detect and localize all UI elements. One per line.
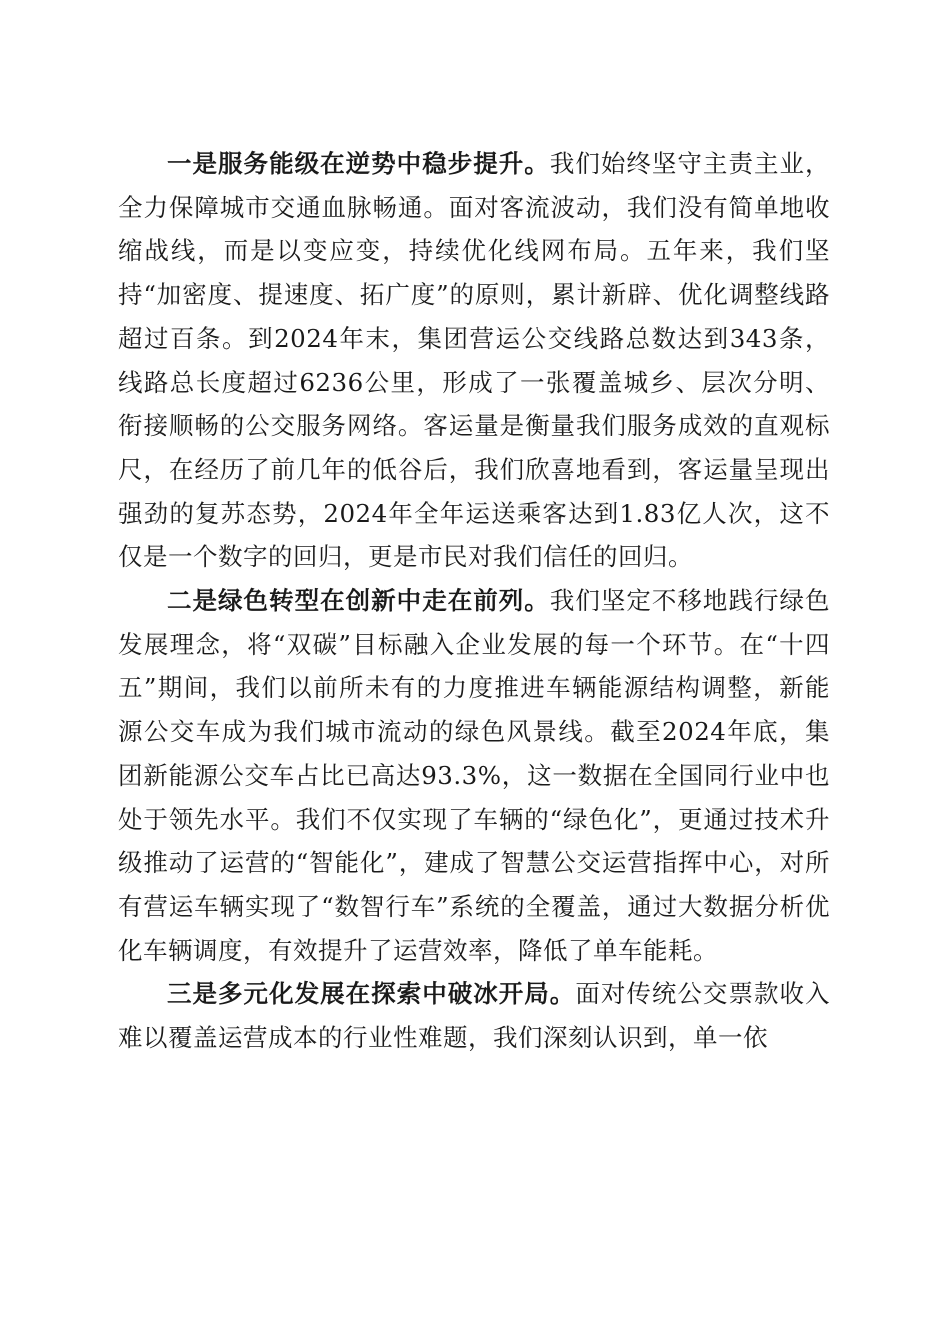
paragraph-heading: 二是绿色转型在创新中走在前列。	[167, 586, 550, 616]
paragraph-heading: 一是服务能级在逆势中稳步提升。	[167, 149, 550, 178]
paragraph-service-level	[118, 142, 830, 579]
paragraph-heading: 三是多元化发展在探索中破冰开局。	[167, 979, 576, 1009]
paragraph-text: 我们坚定不移地践行绿色发展理念，将“双碳”目标融入企业发展的每一个环节。在“十四五”期间，我们以前所未有的力度推进车辆能源结构调整，新能源公交车成为我们城市流动的绿色风景线。截至2024年底，集团新能源公交车占比已高达93.3%，这一数据在全国同行业中也处于领先水平。我们不仅实现了车辆的“绿色化”，更通过技术升级推动了运营的“智能化”，建成了智慧公交运营指挥中心，对所有营运车辆实现了“数智行车”系统的全覆盖，通过大数据分析优化车辆调度，有效提升了运营效率，降低了单车能耗。	[118, 586, 831, 965]
paragraph-diversification	[118, 972, 830, 1059]
paragraph-text: 我们始终坚守主责主业，全力保障城市交通血脉畅通。面对客流波动，我们没有简单地收缩战线，而是以变应变，持续优化线网布局。五年来，我们坚持“加密度、提速度、拓广度”的原则，累计新辟、优化调整线路超过百条。到2024年末，集团营运公交线路总数达到343条，线路总长度超过6236公里，形成了一张覆盖城乡、层次分明、衔接顺畅的公交服务网络。客运量是衡量我们服务成效的直观标尺，在经历了前几年的低谷后，我们欣喜地看到，客运量呈现出强劲的复苏态势，2024年全年运送乘客达到1.83亿人次，这不仅是一个数字的回归，更是市民对我们信任的回归。	[118, 149, 831, 572]
paragraph-text: 面对传统公交票款收入难以覆盖运营成本的行业性难题，我们深刻认识到，单一依	[118, 979, 831, 1053]
document-body	[118, 142, 830, 1060]
paragraph-green-transition	[118, 579, 830, 972]
